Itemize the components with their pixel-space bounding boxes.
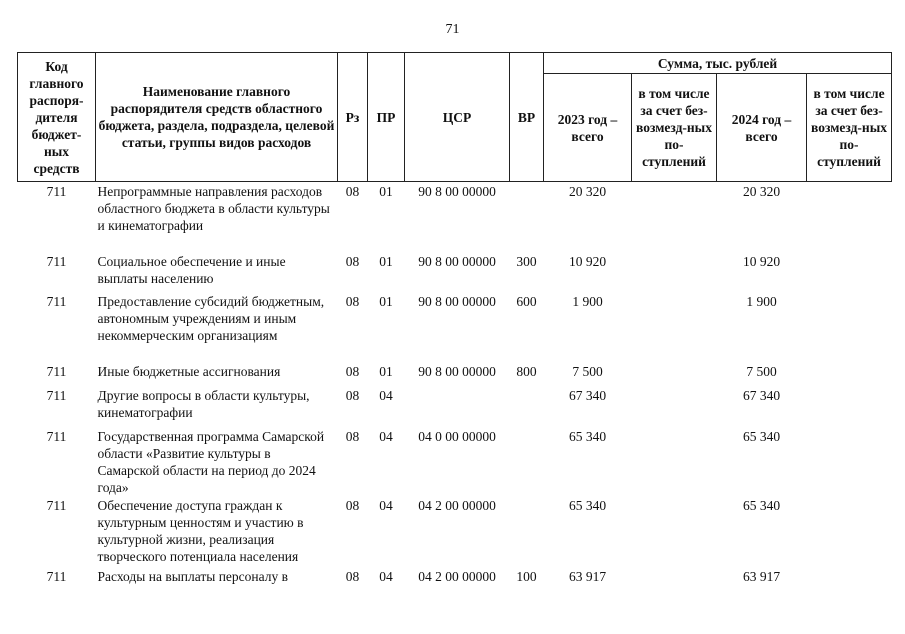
table-row [18,292,892,362]
header-code: Код главного распоря-дителя бюджет-ных средств [18,53,96,182]
cell-free-2024 [807,182,892,252]
table-row [18,567,892,591]
header-rz: Рз [338,53,368,182]
cell-sum-2024: 67 340 [742,387,781,403]
header-2023-free: в том числе за счет без-возмезд-ных по-ступлений [632,74,717,182]
cell-sum-2024: 63 917 [742,568,781,584]
cell-csr: 04 2 00 00000 [418,568,496,584]
header-2024-total: 2024 год – всего [717,74,807,182]
cell-vr [510,386,544,427]
table-row [18,252,892,292]
header-vr: ВР [510,53,544,182]
cell-rz: 08 [345,293,360,309]
cell-free-2023 [632,496,717,567]
table-row [18,386,892,427]
budget-table [17,52,892,591]
cell-free-2023 [632,182,717,252]
cell-free-2024 [807,496,892,567]
cell-name: Другие вопросы в области культуры, кинематографии [97,387,310,420]
cell-rz: 08 [345,568,360,584]
cell-pr: 04 [379,387,393,403]
table-body [18,182,892,591]
cell-free-2023 [632,252,717,292]
cell-code: 711 [46,387,67,403]
cell-code: 711 [46,497,67,513]
cell-name: Социальное обеспечение и иные выплаты населению [97,253,286,286]
cell-sum-2024: 65 340 [742,497,781,513]
cell-vr: 100 [516,568,537,584]
cell-rz: 08 [345,184,360,199]
table-row [18,496,892,567]
page-number: 71 [445,22,460,37]
cell-pr: 01 [379,363,393,379]
table-row [18,362,892,386]
cell-code: 711 [46,253,67,269]
cell-code: 711 [46,568,67,584]
cell-rz: 08 [345,428,360,444]
cell-name: Иные бюджетные ассигнования [97,363,281,379]
cell-name: Обеспечение доступа граждан к культурным ценностям и участию в культурной жизни, реализация творческого потенциала населения [97,497,304,564]
header-name: Наименование главного распорядителя средств областного бюджета, раздела, подраздела, целевой статьи, группы видов расходов [96,53,338,182]
cell-free-2023 [632,567,717,591]
cell-code: 711 [46,184,67,199]
cell-free-2024 [807,567,892,591]
cell-sum-2023: 1 900 [572,293,603,309]
cell-csr: 04 0 00 00000 [418,428,496,444]
table-row [18,427,892,496]
cell-rz: 08 [345,363,360,379]
cell-vr: 300 [516,253,537,269]
cell-vr: 600 [516,293,537,309]
cell-free-2024 [807,362,892,386]
cell-free-2023 [632,427,717,496]
cell-free-2024 [807,252,892,292]
cell-sum-2024: 20 320 [742,184,781,199]
table-row [18,182,892,252]
cell-pr: 01 [379,293,393,309]
cell-name: Государственная программа Самарской области «Развитие культуры в Самарской области на период до 2024 года» [97,428,325,495]
cell-free-2023 [632,292,717,362]
cell-free-2023 [632,386,717,427]
cell-sum-2023: 10 920 [568,253,607,269]
cell-code: 711 [46,293,67,309]
cell-vr: 800 [516,363,537,379]
header-csr: ЦСР [405,53,510,182]
cell-free-2024 [807,427,892,496]
cell-free-2024 [807,386,892,427]
cell-code: 711 [46,428,67,444]
cell-rz: 08 [345,253,360,269]
header-2024-free: в том числе за счет без-возмезд-ных по-ступлений [807,74,892,182]
cell-csr: 04 2 00 00000 [418,497,496,513]
cell-free-2024 [807,292,892,362]
cell-pr: 04 [379,497,393,513]
cell-sum-2024: 10 920 [742,253,781,269]
cell-name: Предоставление субсидий бюджетным, автономным учреждениям и иным некоммерческим организациям [97,293,325,343]
cell-pr: 04 [379,428,393,444]
cell-sum-2023: 67 340 [568,387,607,403]
cell-free-2023 [632,362,717,386]
cell-sum-2024: 1 900 [746,293,777,309]
cell-name: Расходы на выплаты персоналу в [97,568,288,584]
cell-csr [405,386,510,427]
header-sum-group: Сумма, тыс. рублей [544,53,892,74]
header-2023-total: 2023 год – всего [544,74,632,182]
cell-pr: 01 [379,253,393,269]
cell-vr [510,427,544,496]
cell-sum-2023: 7 500 [572,363,603,379]
cell-sum-2024: 7 500 [746,363,777,379]
cell-vr [510,182,544,252]
cell-code: 711 [46,363,67,379]
cell-sum-2023: 65 340 [568,497,607,513]
cell-pr: 01 [379,184,393,199]
cell-name: Непрограммные направления расходов областного бюджета в области культуры и кинематографии [97,184,330,233]
cell-sum-2023: 20 320 [568,184,607,199]
cell-sum-2023: 65 340 [568,428,607,444]
cell-rz: 08 [345,497,360,513]
header-pr: ПР [368,53,405,182]
cell-csr: 90 8 00 00000 [418,363,496,379]
cell-pr: 04 [379,568,393,584]
cell-sum-2023: 63 917 [568,568,607,584]
cell-rz: 08 [345,387,360,403]
cell-csr: 90 8 00 00000 [418,293,496,309]
cell-csr: 90 8 00 00000 [418,253,496,269]
cell-sum-2024: 65 340 [742,428,781,444]
cell-vr [510,496,544,567]
cell-csr: 90 8 00 00000 [418,184,496,199]
